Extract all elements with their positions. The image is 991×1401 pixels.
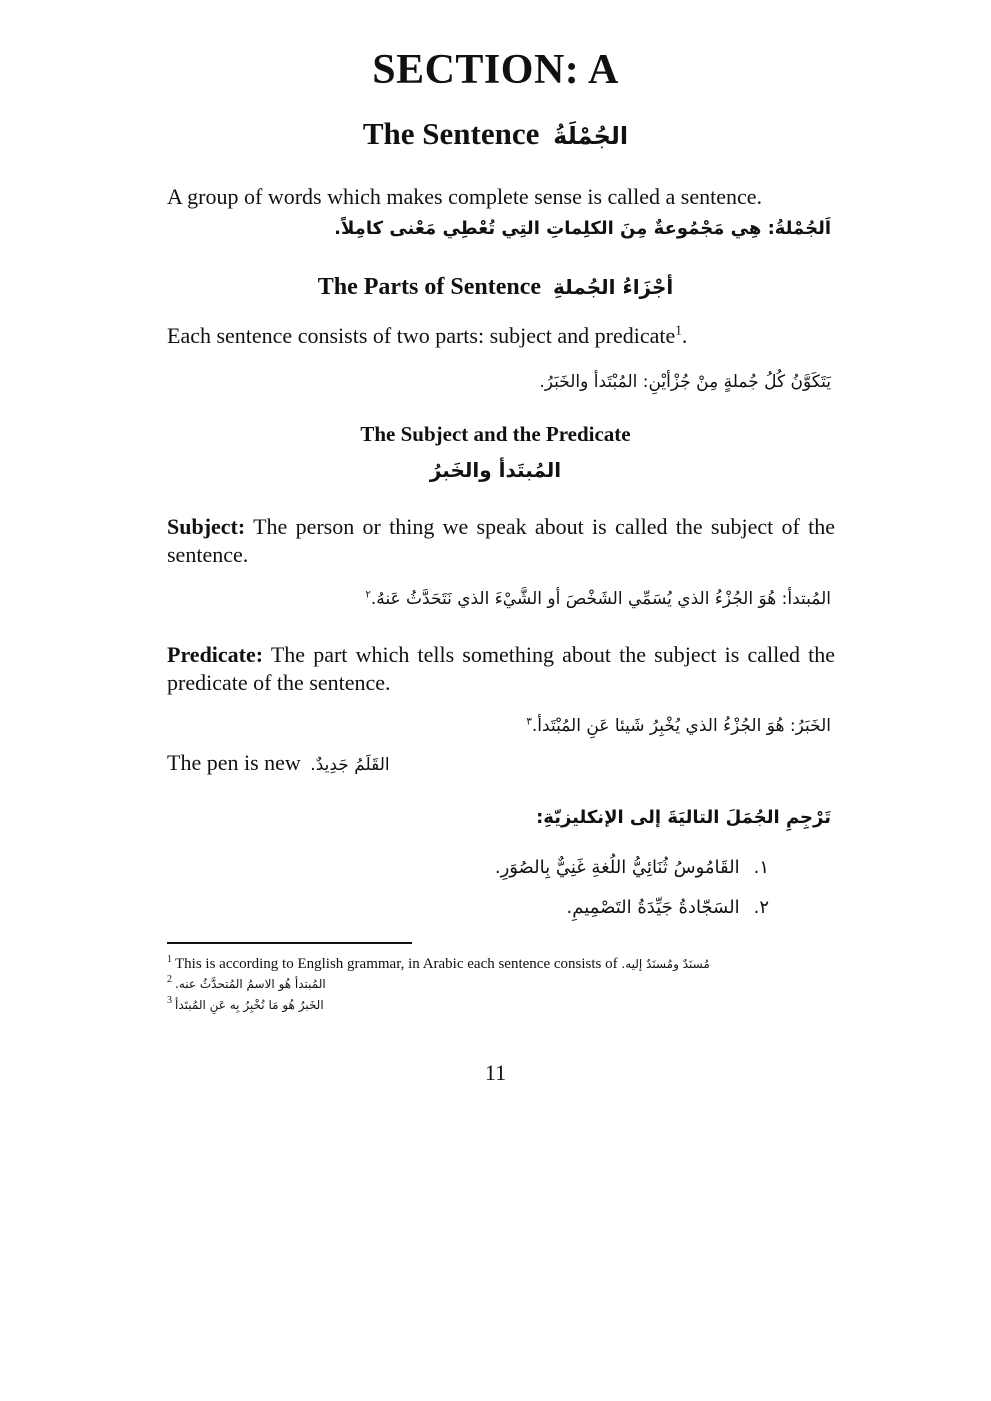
sentence-heading-ar: الجُمْلَةُ	[553, 122, 629, 150]
subject-predicate-heading: The Subject and the Predicate	[360, 422, 631, 446]
footnote-text-ar: مُسنَدٌ ومُسنَدٌ إليه.	[621, 957, 710, 971]
footnote-text: This is according to English grammar, in Arabic each sentence consists of	[175, 956, 618, 972]
footnote-number: 2	[167, 974, 172, 985]
predicate-definition-ar	[526, 716, 831, 736]
parts-text: Each sentence consists of two parts: subject and predicate	[167, 323, 676, 348]
subject-definition	[167, 513, 835, 569]
exercise-list	[495, 848, 769, 928]
exercise-item-text: السَجّادةُ جَيِّدَةُ التَصْمِيمِ.	[566, 897, 740, 918]
sentence-heading-en: The Sentence	[362, 116, 540, 151]
exercise-item-number: ٢.	[753, 897, 769, 918]
footnote-ref-1[interactable]: 1	[675, 322, 682, 338]
subject-label: Subject:	[167, 514, 246, 539]
footnote-number: 1	[167, 954, 172, 965]
footnote-number: 3	[167, 995, 172, 1006]
subject-ar-text: المُبتدأ: هُوَ الجُزْءُ الذي يُسَمِّي الشَخْصَ أو الشَّيْءَ الذي نَتَحَدَّثُ عَنهُ.	[370, 589, 831, 609]
example-en: The pen is new	[167, 750, 301, 775]
footnote-text-ar: الخَبرُ هُو مَا نُخْبِرُ بِه عَنِ المُبتَدأ	[175, 998, 324, 1012]
sentence-heading	[0, 116, 991, 152]
exercise-item-number: ١.	[753, 857, 769, 878]
footnote-text-ar: المُبتدأ هُو الاسمُ المُتحدَّثُ عنه.	[175, 977, 326, 991]
predicate-ar-text: الخَبَرُ: هُوَ الجُزْءُ الذي يُخْبِرُ شَيئا عَنِ المُبْتَدأ.	[531, 716, 831, 736]
predicate-text: The part which tells something about the subject is called the predicate of the sentence.	[167, 642, 835, 695]
parts-heading	[0, 274, 991, 301]
page-number: 11	[484, 1060, 507, 1085]
example-ar: القَلَمُ جَدِيدٌ.	[310, 755, 390, 775]
parts-text-en	[167, 323, 687, 349]
exercise-item-text: القَامُوسُ ثُنَائِيُّ اللُغةِ غَنِيٌّ بِالصُوَرِ.	[494, 857, 740, 878]
footnote-divider	[167, 942, 412, 944]
example-sentence	[167, 750, 390, 776]
predicate-definition	[167, 641, 835, 697]
footnote-1	[167, 956, 710, 973]
footnote-2	[167, 976, 326, 993]
list-item	[495, 848, 769, 888]
exercise-heading: تَرْجِمِ الجُمَلَ التاليَةَ إلى الإنكليزيّةِ:	[536, 807, 831, 828]
subject-predicate-heading-ar: المُبتَدأ والخَبرُ	[429, 458, 562, 482]
parts-text-ar: يَتَكَوَّنُ كُلُ جُملةٍ مِنْ جُزْأيْنِ: المُبْتَدأ والخَبَرُ.	[539, 372, 831, 392]
footnote-3	[167, 997, 324, 1014]
footnote-ref-2[interactable]: ٢	[365, 589, 371, 601]
footnote-ref-3[interactable]: ٣	[526, 716, 532, 728]
parts-heading-en: The Parts of Sentence	[317, 274, 542, 300]
definition-ar: اَلجُمْلةُ: هِي مَجْمُوعةٌ مِنَ الكلِماتِ التِي تُعْطِي مَعْنى كامِلاً.	[334, 218, 831, 239]
subject-text: The person or thing we speak about is called the subject of the sentence.	[167, 514, 835, 567]
list-item	[495, 888, 769, 928]
parts-period: .	[681, 323, 688, 348]
parts-heading-ar: أجْزَاءُ الجُملةِ	[553, 275, 674, 299]
definition-en: A group of words which makes complete sense is called a sentence.	[167, 184, 763, 209]
subject-definition-ar	[365, 589, 831, 609]
predicate-label: Predicate:	[167, 642, 264, 667]
section-title: SECTION: A	[372, 47, 619, 93]
